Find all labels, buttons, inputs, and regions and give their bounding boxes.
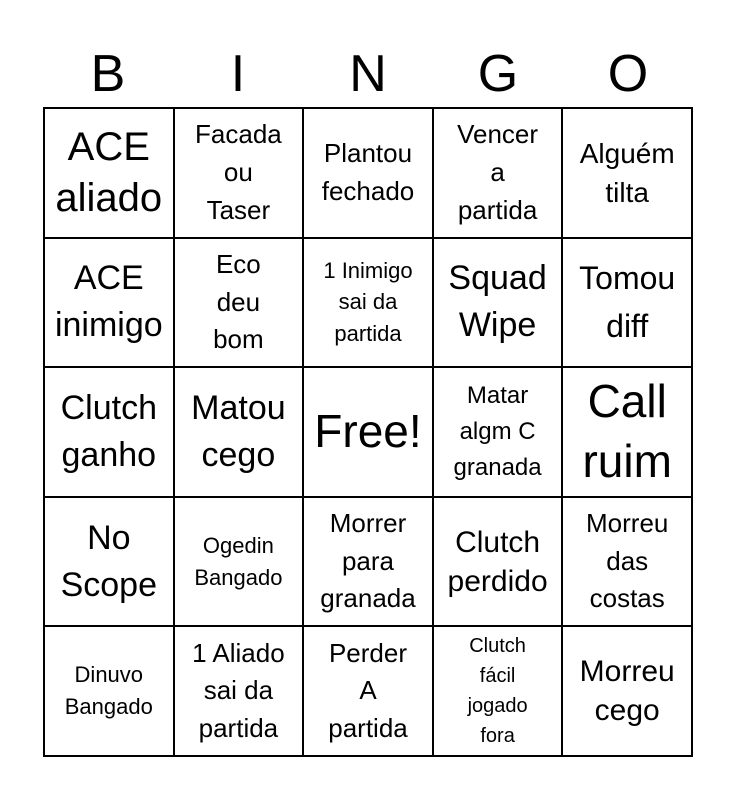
- bingo-cell[interactable]: [562, 626, 692, 756]
- cell-text: ACE aliado: [55, 124, 163, 220]
- cell-text: Vencer a partida: [457, 119, 539, 225]
- bingo-header: [43, 40, 693, 108]
- bingo-cell[interactable]: [174, 626, 304, 756]
- cell-text: Clutch fácil jogado fora: [467, 635, 528, 748]
- cell-text: Alguém tilta: [579, 137, 675, 208]
- cell-text: Ogedin Bangado: [194, 532, 283, 590]
- bingo-cell[interactable]: [44, 238, 174, 368]
- bingo-cell[interactable]: [433, 238, 563, 368]
- header-letter-n: N: [349, 45, 387, 103]
- bingo-cell[interactable]: [174, 108, 304, 238]
- bingo-cell[interactable]: [303, 626, 433, 756]
- cell-text: Tomou diff: [579, 260, 676, 345]
- cell-text: Clutch ganho: [60, 389, 157, 474]
- cell-text: Matou cego: [191, 389, 286, 474]
- cell-text: ACE inimigo: [54, 259, 163, 345]
- bingo-cell[interactable]: [303, 497, 433, 627]
- bingo-cell[interactable]: [433, 497, 563, 627]
- bingo-cell[interactable]: [174, 497, 304, 627]
- bingo-cell[interactable]: [44, 108, 174, 238]
- bingo-card: [43, 107, 693, 757]
- header-letter-i: I: [230, 45, 246, 103]
- bingo-cell[interactable]: [44, 367, 174, 497]
- cell-text: Squad Wipe: [448, 259, 547, 345]
- free-space[interactable]: [303, 367, 433, 497]
- bingo-cell[interactable]: [303, 108, 433, 238]
- cell-text: Clutch perdido: [447, 525, 548, 598]
- bingo-cell[interactable]: [44, 626, 174, 756]
- cell-text: Eco deu bom: [213, 248, 264, 355]
- header-letter-b: B: [90, 45, 126, 103]
- bingo-cell[interactable]: [562, 238, 692, 368]
- bingo-cell[interactable]: [562, 108, 692, 238]
- cell-text: Dinuvo Bangado: [64, 662, 153, 720]
- cell-text: Call ruim: [582, 375, 672, 487]
- cell-text: Matar algm C granada: [453, 381, 542, 481]
- cell-text: Facada ou Taser: [195, 119, 282, 225]
- header-letter-o: O: [607, 45, 649, 103]
- cell-text: Free!: [314, 405, 422, 458]
- cell-text: Perder A partida: [328, 637, 408, 744]
- bingo-cell[interactable]: [44, 497, 174, 627]
- cell-text: Plantou fechado: [321, 138, 415, 206]
- cell-text: 1 Aliado sai da partida: [192, 637, 285, 744]
- cell-text: Morrer para granada: [320, 508, 416, 614]
- bingo-cell[interactable]: [433, 108, 563, 238]
- bingo-cell[interactable]: [562, 497, 692, 627]
- bingo-cell[interactable]: [174, 367, 304, 497]
- cell-text: No Scope: [60, 518, 157, 604]
- cell-text: Morreu das costas: [586, 508, 669, 614]
- cell-text: Morreu cego: [579, 655, 675, 728]
- bingo-cell[interactable]: [303, 238, 433, 368]
- bingo-cell[interactable]: [433, 367, 563, 497]
- header-letter-g: G: [477, 45, 519, 103]
- bingo-cell[interactable]: [174, 238, 304, 368]
- cell-text: 1 Inimigo sai da partida: [323, 257, 413, 347]
- bingo-cell[interactable]: [562, 367, 692, 497]
- bingo-cell[interactable]: [433, 626, 563, 756]
